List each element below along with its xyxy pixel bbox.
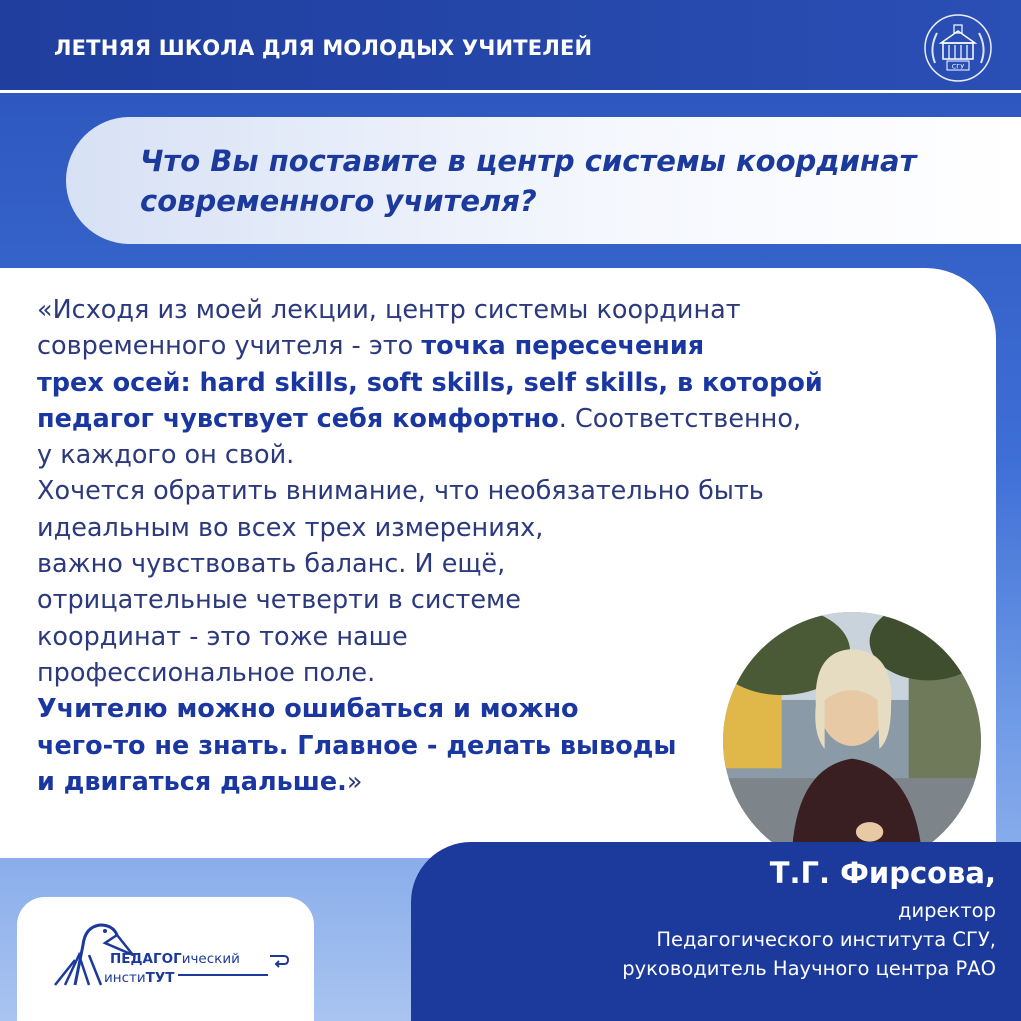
quote-line: «Исходя из моей лекции, центр системы координат	[37, 295, 741, 325]
quote-line: отрицательные четверти в системе	[37, 585, 521, 616]
quote-line: идеальным во всех трех измерениях,	[37, 512, 544, 543]
quote-line: у каждого он свой.	[37, 440, 295, 471]
question-text	[140, 141, 1010, 221]
logo-wordmark-line1: ПЕДАГОГический	[110, 951, 240, 967]
university-emblem-icon	[923, 13, 993, 83]
header-title: ЛЕТНЯЯ ШКОЛА ДЛЯ МОЛОДЫХ УЧИТЕЛЕЙ	[54, 36, 593, 60]
question-line: Что Вы поставите в центр системы координат	[140, 144, 917, 178]
logo-wordmark-line2: инстиТУТ	[104, 970, 175, 986]
quote-line: Хочется обратить внимание, что необязательно быть	[37, 476, 764, 507]
svg-text:СГУ: СГУ	[951, 62, 965, 71]
portrait-photo	[720, 609, 984, 873]
quote-line: и двигаться дальше.»	[37, 766, 363, 797]
quote-line: важно чувствовать баланс. И ещё,	[37, 549, 506, 580]
quote-line: современного учителя - это точка пересечения	[37, 331, 705, 362]
logo-underline-icon	[178, 967, 278, 983]
author-role	[622, 896, 996, 983]
quote-line: педагог чувствует себя комфортно. Соответственно,	[37, 403, 802, 434]
author-name: Т.Г. Фирсова,	[769, 856, 996, 890]
quote-line: трех осей: hard skills, soft skills, self skills, в которой	[37, 367, 823, 398]
author-role-line: директор	[898, 899, 996, 922]
author-role-line: руководитель Научного центра РАО	[622, 957, 996, 980]
quote-line: Учителю можно ошибаться и можно	[37, 694, 579, 725]
quote-line: координат - это тоже наше	[37, 621, 408, 652]
quote-line: чего-то не знать. Главное - делать выводы	[37, 730, 677, 761]
question-line: современного учителя?	[140, 184, 537, 218]
quote-line: профессиональное поле.	[37, 657, 376, 688]
header-divider	[0, 90, 1021, 93]
author-role-line: Педагогического института СГУ,	[656, 928, 996, 951]
